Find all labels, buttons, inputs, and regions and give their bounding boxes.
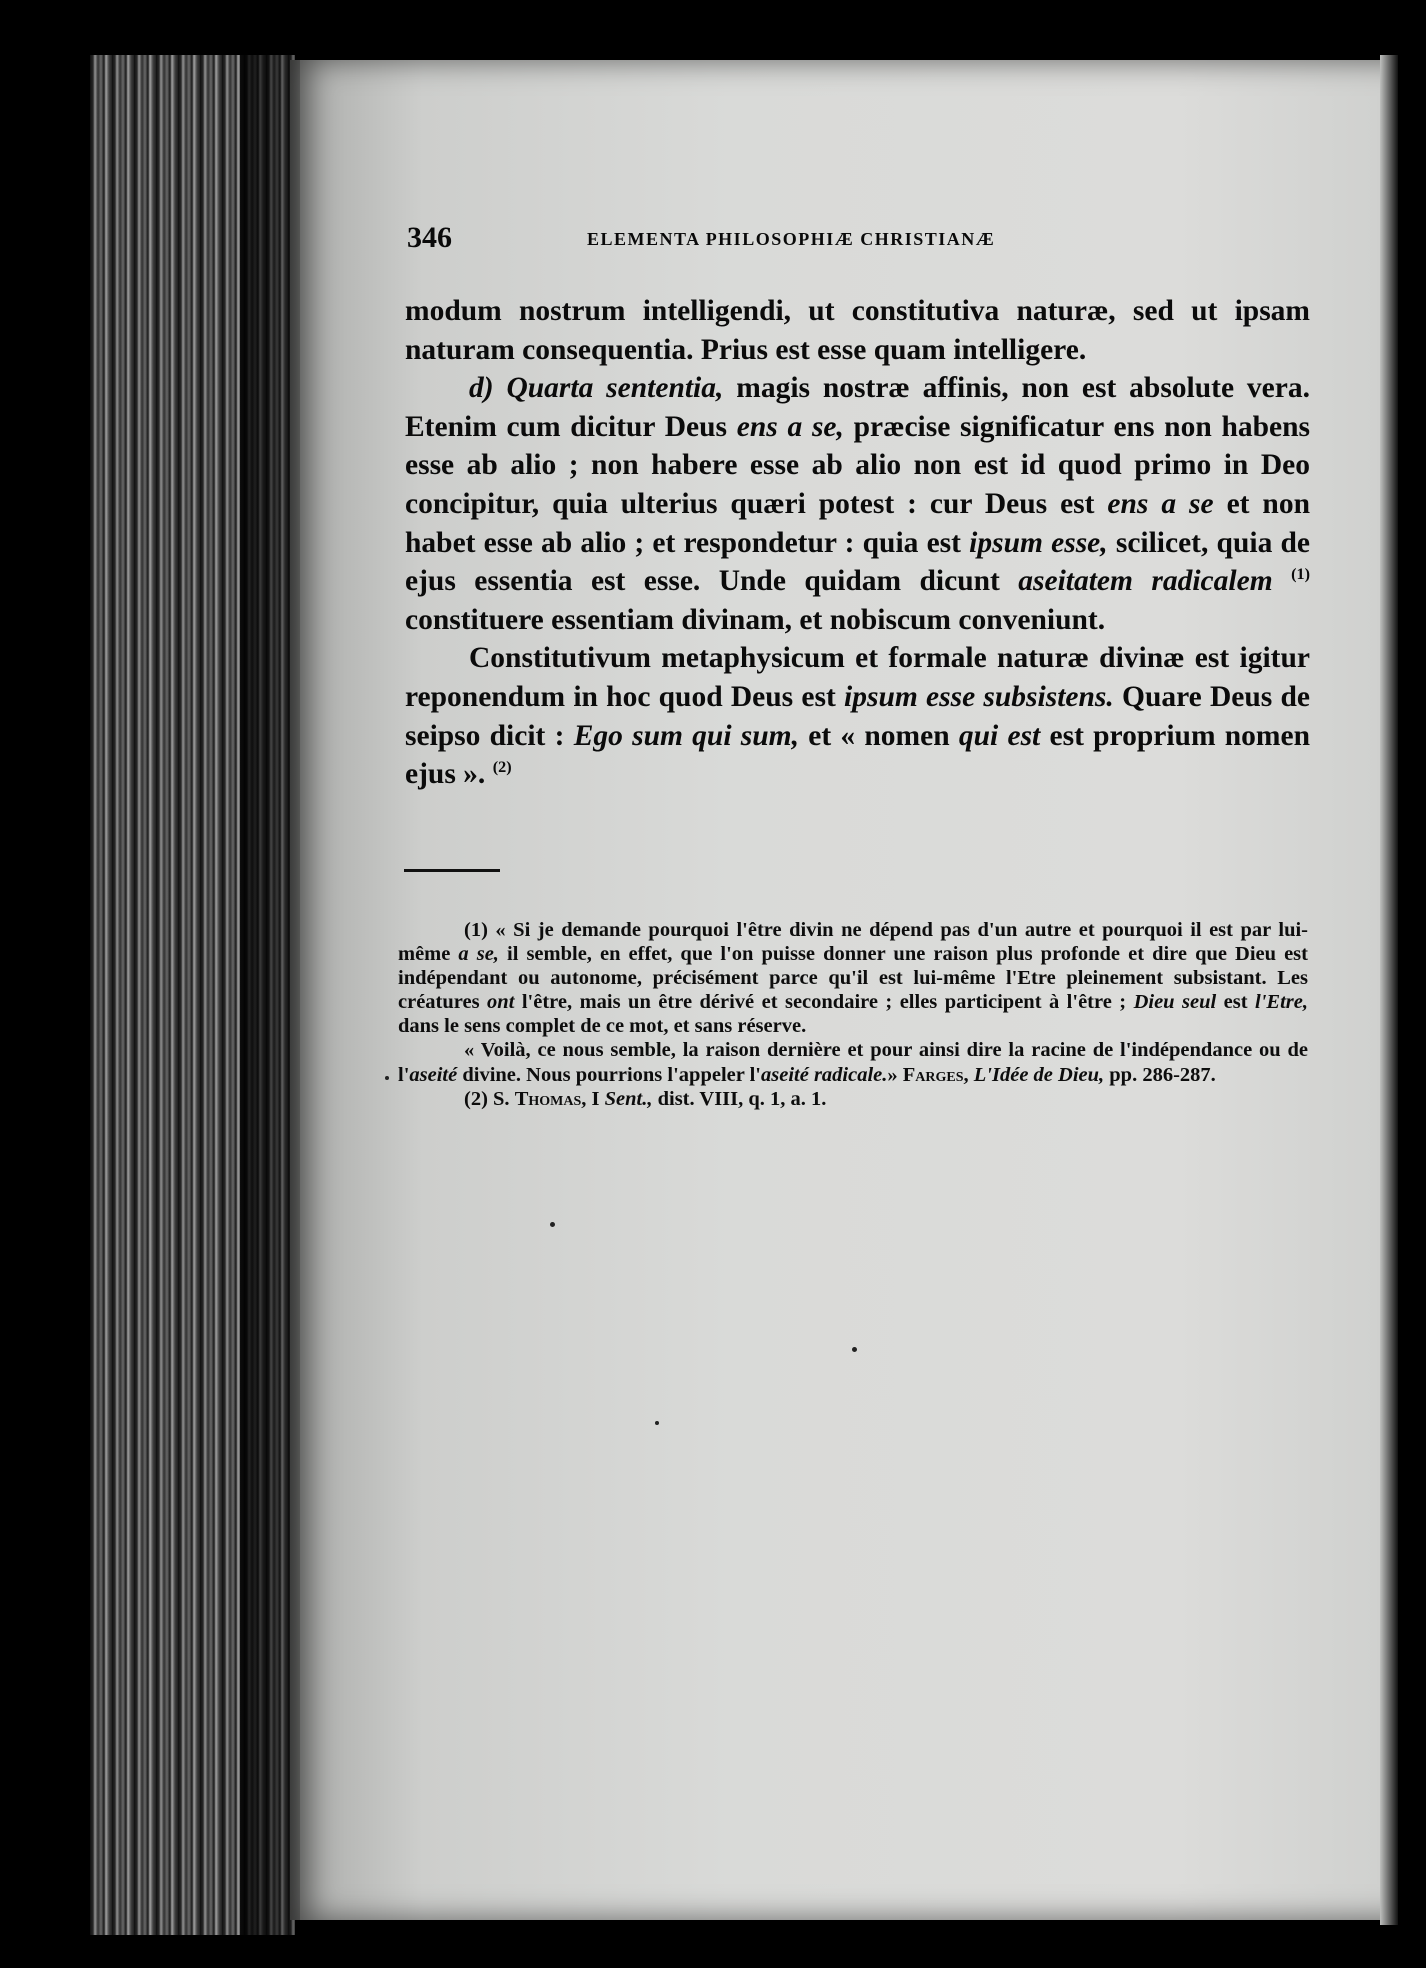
- gutter-shadow: [240, 55, 300, 1935]
- italic-text: qui est: [958, 719, 1041, 752]
- text-run: « Voilà, ce nous semble, la raison dernière et pour ainsi dire la racine de l'indépendance ou de l': [398, 1039, 1308, 1086]
- footnote-1: [398, 918, 1308, 1038]
- scan-border: [1398, 0, 1426, 1968]
- scan-speck: [655, 1421, 659, 1425]
- footnote-1-continued: [398, 1038, 1308, 1086]
- italic-text: Sent.,: [604, 1087, 653, 1110]
- text-run: pp. 286-287.: [1104, 1063, 1216, 1086]
- scan-speck: [550, 1222, 555, 1227]
- paragraph-continuation: modum nostrum intelligendi, ut constitutiva naturæ, sed ut ipsam naturam consequentia. Prius est esse quam intelligere.: [405, 295, 1310, 366]
- main-text: [405, 292, 1310, 794]
- text-run: est: [1216, 991, 1256, 1014]
- italic-text: a se,: [458, 943, 499, 966]
- author-name: Farges,: [902, 1063, 969, 1086]
- page-number: 346: [407, 221, 452, 254]
- running-title: ELEMENTA PHILOSOPHIÆ CHRISTIANÆ: [587, 229, 996, 249]
- scan-speck: [852, 1347, 857, 1352]
- list-label: d): [469, 372, 494, 405]
- text-run: I: [586, 1087, 605, 1110]
- footnote-number: (1): [464, 919, 488, 941]
- footnote-number: (2): [464, 1087, 488, 1110]
- paragraph-constitutivum: [405, 639, 1310, 793]
- italic-text: Dieu seul: [1133, 991, 1217, 1014]
- text-run: divine. Nous pourrions l'appeler l': [457, 1063, 761, 1086]
- text-run: « Si je demande pourquoi l'être divin ne dépend pas d'un autre et pourquoi il est par lui-même: [398, 919, 1308, 966]
- italic-text: ont: [487, 991, 515, 1014]
- italic-text: l'Etre,: [1255, 991, 1308, 1014]
- text-run: et « nomen: [799, 719, 959, 752]
- italic-text: ipsum esse subsistens.: [844, 680, 1114, 713]
- footnotes: [398, 918, 1308, 1111]
- footnote-ref-1: (1): [1291, 565, 1310, 584]
- footnote-ref-2: (2): [492, 758, 512, 777]
- text-run: »: [887, 1063, 903, 1086]
- footnote-2: [398, 1087, 1308, 1111]
- text-run: constituere essentiam divinam, et nobiscum conveniunt.: [405, 603, 1106, 636]
- text-run: et non habet esse ab alio ; et respondetur : quia est: [405, 487, 1310, 559]
- text-run: il semble, en effet, que l'on puisse donner une raison plus profonde et dire que Dieu est indépendant ou autonome, précisément parce qu'il est lui-même l'Etre pleinement subsistant. Les créatures: [398, 943, 1308, 1014]
- italic-text: aseitatem radicalem: [1018, 565, 1273, 598]
- italic-text: aseité: [409, 1063, 458, 1086]
- text-run: l'être, mais un être dérivé et secondaire ; elles participent à l'être ;: [514, 991, 1134, 1014]
- italic-text: L'Idée de Dieu,: [968, 1063, 1105, 1086]
- text-run: magis nostræ affinis, non est absolute vera. Etenim cum dicitur Deus: [405, 372, 1310, 443]
- text-run: S.: [487, 1087, 515, 1110]
- text-run: Constitutivum metaphysicum et formale naturæ divinæ est igitur reponendum in hoc quod Deus est: [405, 642, 1310, 713]
- italic-text: Ego sum qui sum,: [573, 719, 799, 752]
- italic-text: ens a se,: [736, 410, 844, 443]
- page-right-edge: [1380, 55, 1398, 1925]
- italic-text: ipsum esse,: [969, 526, 1108, 559]
- italic-text: Quarta sententia,: [506, 372, 724, 405]
- text-run: Quare Deus de seipso dicit :: [405, 680, 1311, 752]
- text-run: est proprium nomen ejus ».: [405, 719, 1311, 791]
- text-run: scilicet, quia de ejus essentia est esse. Unde quidam dicunt: [405, 526, 1310, 598]
- italic-text: ens a se: [1107, 487, 1214, 520]
- text-run: præcise significatur ens non habens esse ab alio ; non habere esse ab alio non est id quod primo in Deo concipitur, quia ulterius quæri potest : cur Deus est: [405, 410, 1311, 520]
- scan-speck: [385, 1076, 389, 1080]
- author-name: Thomas,: [514, 1087, 587, 1110]
- paragraph-quarta-sententia: [405, 369, 1310, 639]
- footnote-separator: [404, 869, 500, 872]
- text-run: dist. VIII, q. 1, a. 1.: [652, 1087, 827, 1110]
- text-run: dans le sens complet de ce mot, et sans réserve.: [398, 1015, 807, 1038]
- italic-text: aseité radicale.: [761, 1063, 888, 1086]
